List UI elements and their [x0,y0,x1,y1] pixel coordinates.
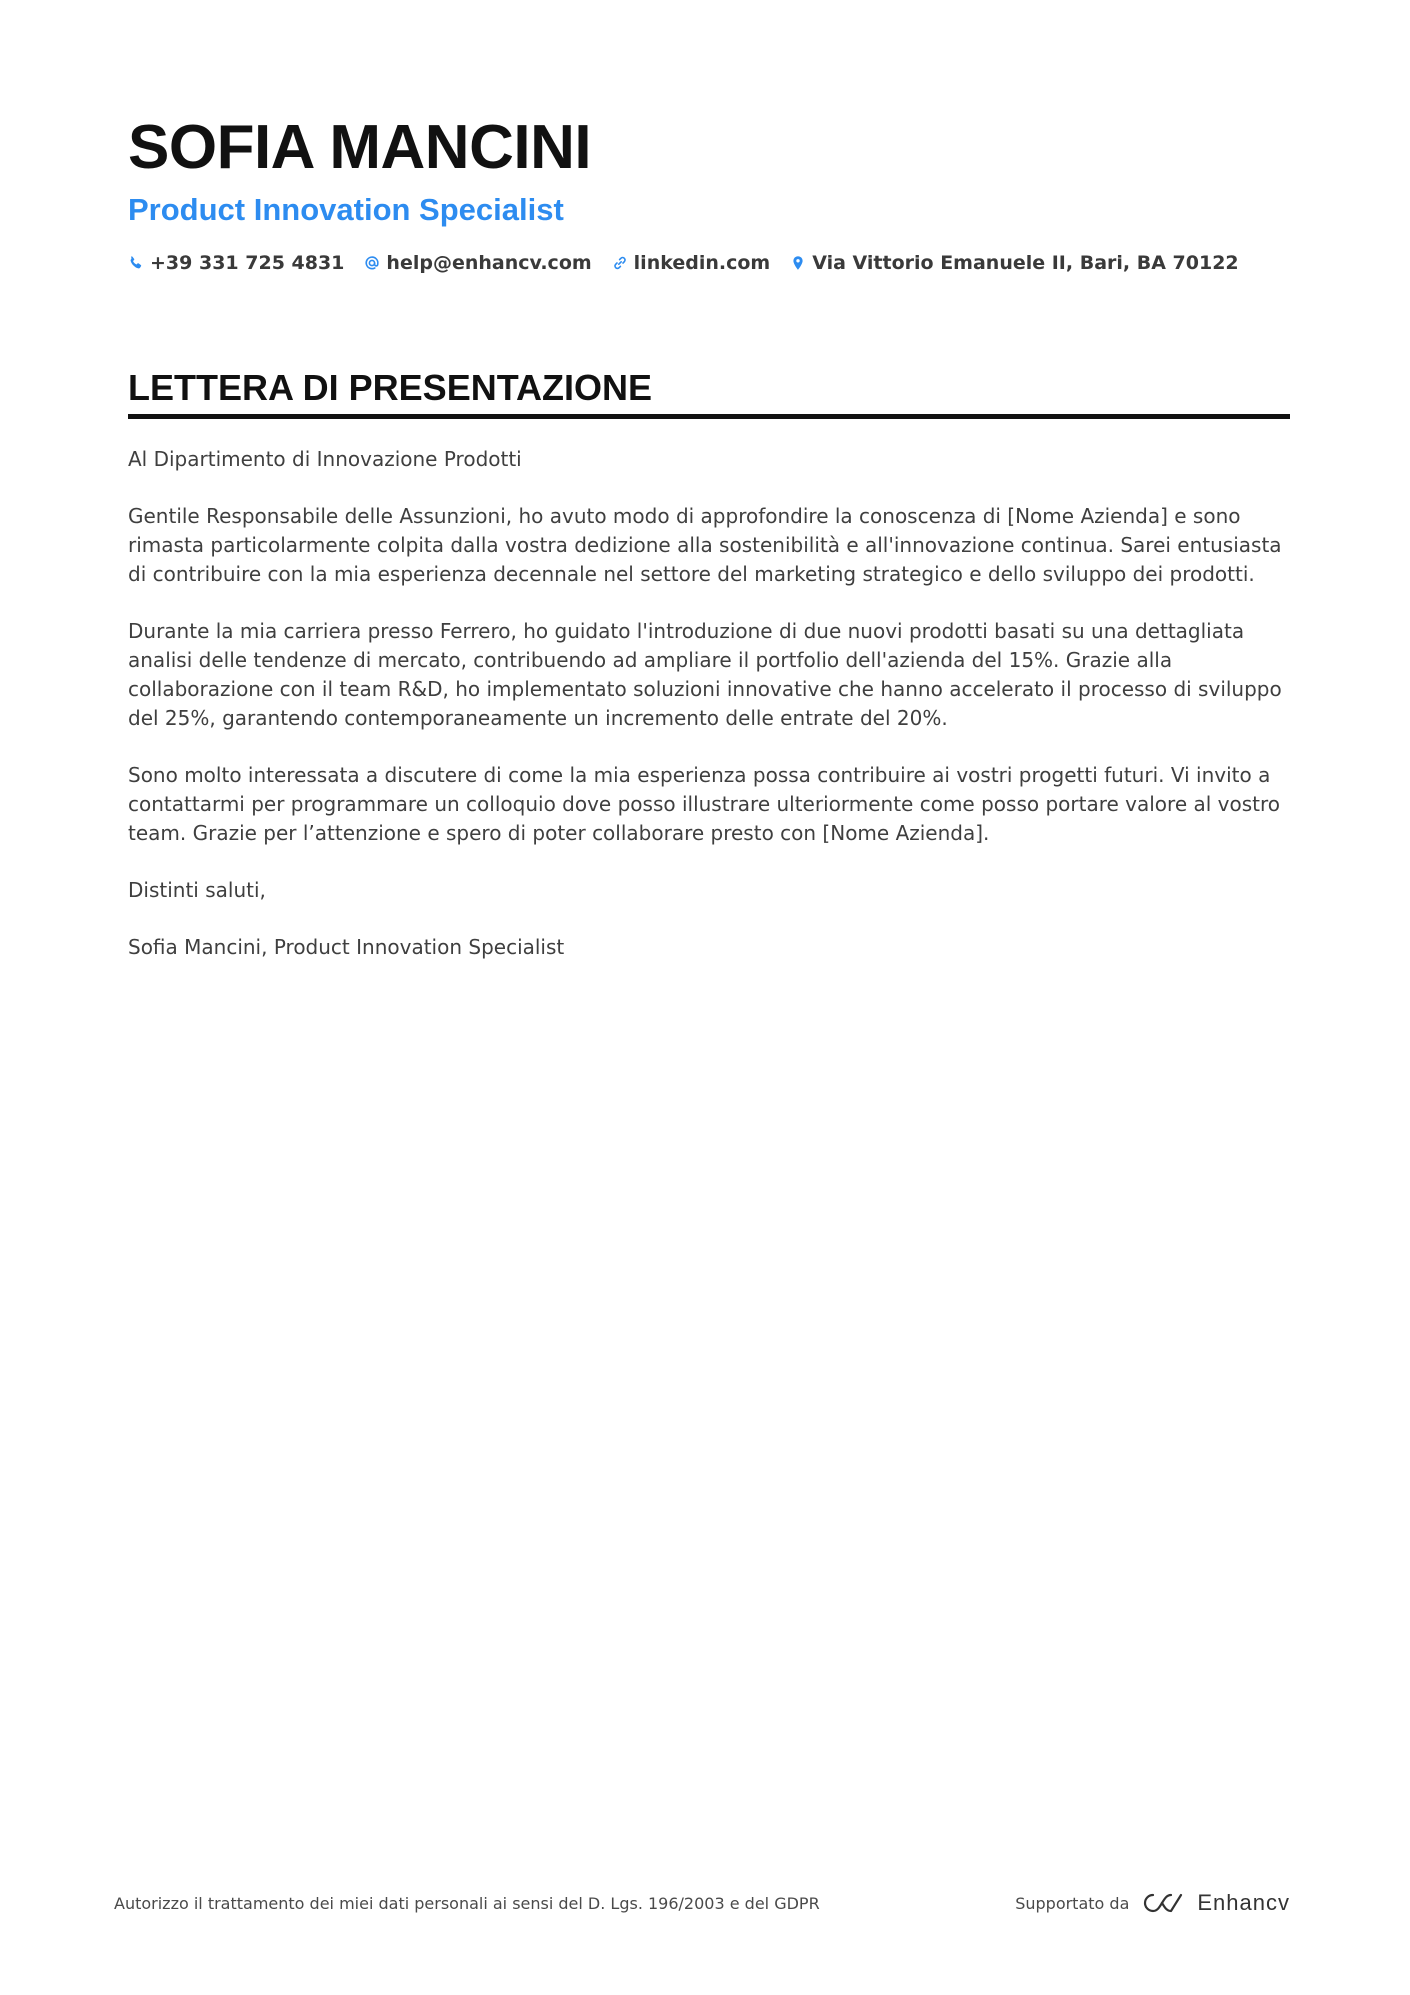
candidate-title: Product Innovation Specialist [128,192,564,227]
letter-recipient: Al Dipartimento di Innovazione Prodotti [128,447,522,471]
privacy-consent: Autorizzo il trattamento dei miei dati personali ai sensi del D. Lgs. 196/2003 e del GDPR [114,1893,820,1913]
contact-phone [128,252,344,274]
enhancv-brand[interactable] [1141,1890,1290,1916]
linkedin-link[interactable]: linkedin.com [633,252,771,274]
header [128,112,1290,274]
candidate-name: SOFIA MANCINI [128,113,592,182]
link-icon [612,255,628,271]
email-link[interactable]: help@enhancv.com [386,252,592,274]
letter-signature: Sofia Mancini, Product Innovation Specialist [128,935,565,959]
letter-closing: Distinti saluti, [128,878,266,902]
location-pin-icon [790,255,806,271]
enhancv-logo-icon [1141,1891,1187,1915]
contact-bar [128,252,1290,274]
footer [114,1890,1290,1916]
letter-paragraph-2: Durante la mia carriera presso Ferrero, ho guidato l'introduzione di due nuovi prodotti basati su una dettagliata analisi delle tendenze di mercato, contribuendo ad ampliare il portfolio dell'azienda del 15%. Grazie alla collaborazione con il team R&D, ho implementato soluzioni innovative che hanno accelerato il processo di sviluppo del 25%, garantendo contemporaneamente un incremento delle entrate del 20%. [128,619,1282,730]
contact-linkedin[interactable] [612,252,771,274]
letter-paragraph-1: Gentile Responsabile delle Assunzioni, ho avuto modo di approfondire la conoscenza di [Nome Azienda] e sono rimasta particolarmente colpita dalla vostra dedizione alla sostenibilità e all'innovazione continua. Sarei entusiasta di contribuire con la mia esperienza decennale nel settore del marketing strategico e dello sviluppo dei prodotti. [128,504,1282,586]
section-title: LETTERA DI PRESENTAZIONE [128,366,1290,419]
letter-body [128,445,1290,962]
enhancv-wordmark: Enhancv [1197,1890,1290,1915]
contact-address [790,252,1238,274]
powered-by-label: Supportato da [1015,1893,1130,1913]
cover-letter-section [128,366,1290,990]
powered-by[interactable] [1015,1890,1290,1916]
letter-paragraph-3: Sono molto interessata a discutere di come la mia esperienza possa contribuire ai vostri progetti futuri. Vi invito a contattarmi per programmare un colloquio dove posso illustrare ulteriormente come posso portare valore al vostro team. Grazie per l’attenzione e spero di poter collaborare presto con [Nome Azienda]. [128,763,1281,845]
address-text: Via Vittorio Emanuele II, Bari, BA 70122 [812,252,1239,274]
contact-email[interactable] [364,252,591,274]
at-icon [364,255,380,271]
phone-icon [128,255,144,271]
phone-text: +39 331 725 4831 [150,252,345,274]
